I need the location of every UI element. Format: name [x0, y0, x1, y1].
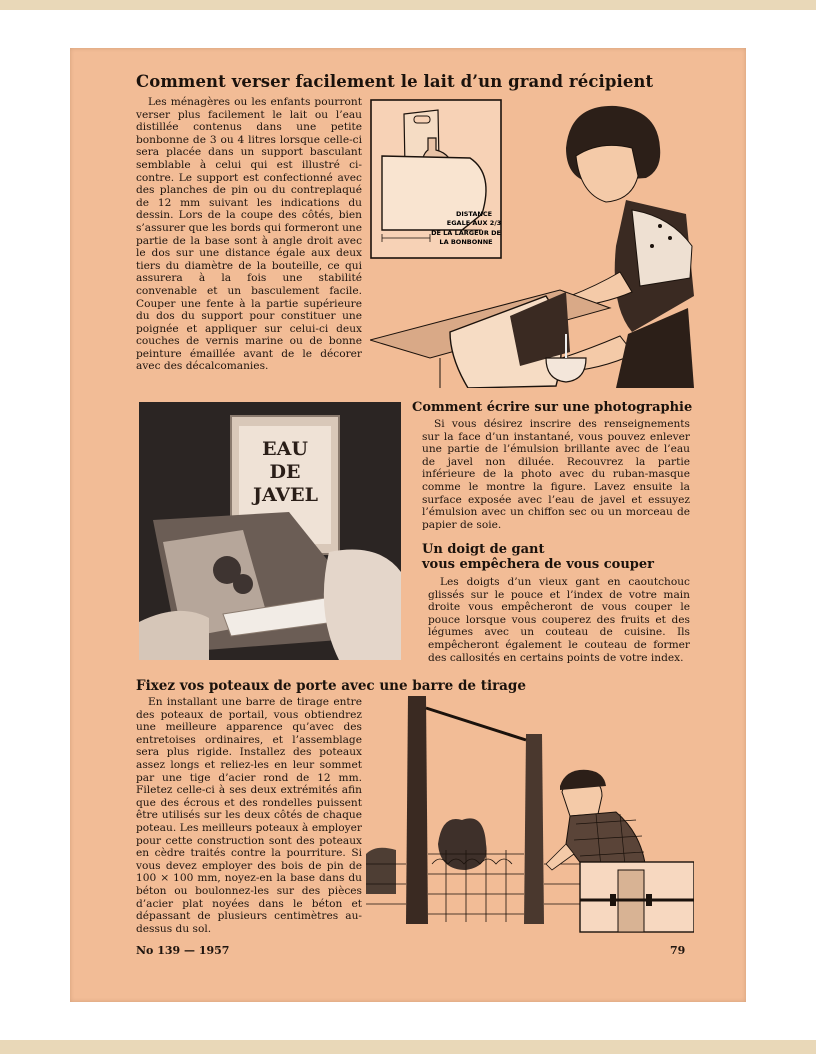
bottle-label-line: EAU	[262, 438, 308, 460]
scan-border-top	[0, 0, 816, 10]
article-gate-body	[136, 696, 362, 935]
bleach-photo	[139, 402, 401, 660]
magazine-page	[70, 48, 746, 1002]
bottle-label-line: DE	[269, 461, 301, 483]
article-photo-body	[422, 418, 690, 531]
diagram-label-line: EGALE AUX 2/3	[446, 219, 502, 227]
gate-post-right	[524, 734, 544, 924]
article-photo-paragraph: Si vous désirez inscrire des renseignements sur la face d’un instantané, vous pouvez enlever une partie de l’émulsion brillante avec de l’eau de javel non diluée. Recouvrez la partie inférieure de la photo avec du ruban-masque comme le montre la figure. Lavez ensuite la surface exposée avec l’eau de javel et essuyez l’émulsion avec un chiffon sec ou un morceau de papier de soie.	[422, 418, 690, 531]
article-gate-title: Fixez vos poteaux de porte avec une barre de tirage	[136, 678, 526, 694]
article-milk-title: Comment verser facilement le lait d’un grand récipient	[136, 72, 654, 91]
article-photo-title: Comment écrire sur une photographie	[412, 400, 693, 415]
article-glove-body	[428, 576, 690, 664]
bottle-label-text	[253, 438, 317, 507]
article-gate-paragraph: En installant une barre de tirage entre des poteaux de portail, vous obtiendrez une meilleure apparence qu’avec des entretoises ordinaires, et l’assemblage sera plus rigide. Installez des poteaux assez longs et reliez-les en leur sommet par une tige d’acier rond de 12 mm. Filetez celle-ci à ses deux extrémités afin que des écrous et des rondelles puissent être utilisés sur les deux côtés de chaque poteau. Les meilleurs poteaux à employer pour cette construction sont des poteaux en cèdre traités contre la pourriture. Si vous devez employer des bois de pin de 100 × 100 mm, noyez-en la base dans du béton ou boulonnez-les sur des pièces d’acier plat noyées dans le béton et dépassant de plusieurs centimètres au-dessus du sol.	[136, 696, 362, 935]
diagram-label-line: DISTANCE	[455, 210, 493, 218]
diagram-label-line: LA BONBONNE	[439, 238, 493, 246]
article-milk-body	[136, 96, 362, 373]
milk-support-illustration	[370, 96, 694, 388]
article-milk-paragraph: Les ménagères ou les enfants pourront verser plus facilement le lait ou l’eau distillée contenus dans une petite bonbonne de 3 ou 4 litres lorsque celle-ci sera placée dans un support basculant semblable à celui qui est illustré ci-contre. Le support est confectionné avec des planches de pin ou du contreplaqué de 12 mm suivant les indications du dessin. Lors de la coupe des côtés, bien s’assurer que les bords qui formeront une partie de la base sont à angle droit avec le dos sur une distance égale aux deux tiers du diamètre de la bouteille, ce qui assurera à la fois une stabilité convenable et un basculement facile. Couper une fente à la partie supérieure du dos du support pour constituer une poignée et appliquer sur celui-ci deux couches de vernis marine ou de bonne peinture émaillée avant de le décorer avec des décalcomanies.	[136, 96, 362, 373]
article-glove-title-line1: Un doigt de gant	[422, 542, 545, 557]
scan-border-bottom	[0, 1040, 816, 1054]
article-glove-paragraph: Les doigts d’un vieux gant en caoutchouc glissés sur le pouce et l’index de votre main droite vous empêcheront de vous couper le pouce lorsque vous couperez des fruits et des légumes avec un couteau de cuisine. Ils empêcheront également le couteau de former des callosités en certains points de votre index.	[428, 576, 690, 664]
bottle-label-line: JAVEL	[253, 484, 318, 506]
gate-post-left	[406, 696, 428, 924]
page-number: 79	[670, 944, 686, 957]
diagram-label-line: DE LA LARGEUR DE	[431, 229, 501, 237]
article-glove-title-line2: vous empêchera de vous couper	[422, 557, 655, 572]
article-glove-title	[422, 542, 654, 572]
gate-posts-illustration	[366, 694, 694, 934]
issue-footer: No 139 — 1957	[136, 944, 230, 957]
